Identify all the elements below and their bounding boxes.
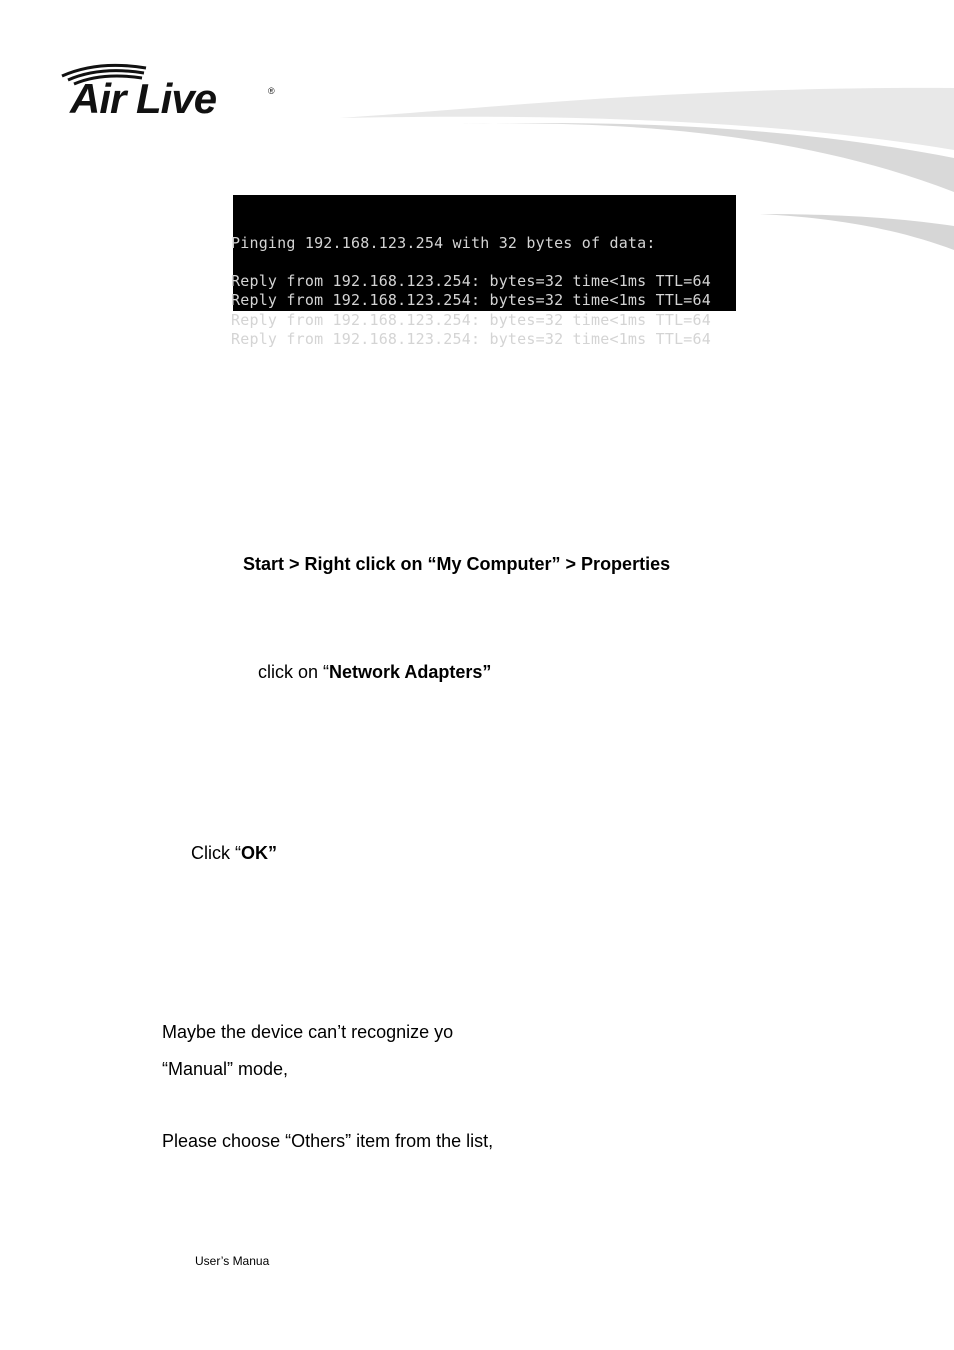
step-ok-bold: OK” [241,843,277,863]
step-adapters-bold: Network Adapters” [329,662,492,682]
paragraph-line: Maybe the device can’t recognize yo [162,1022,454,1042]
step-ok-prefix: Click “ [191,843,241,863]
terminal-line: Reply from 192.168.123.254: bytes=32 time<1ms TTL=64 [231,330,711,349]
footer-label: User’s Manua [195,1254,270,1268]
airlive-logo [56,58,286,128]
step-network-adapters [258,661,491,683]
registered-mark: ® [268,86,275,96]
paragraph-line: “Manual” mode, [162,1059,289,1079]
terminal-line [231,253,736,272]
step-adapters-prefix: click on “ [258,662,330,682]
step-properties: Start > Right click on “My Computer” > Properties [243,554,671,574]
paragraph-line: Please choose “Others” item from the list, [162,1131,494,1151]
terminal-line: Pinging 192.168.123.254 with 32 bytes of data: [231,233,656,252]
logo-wordmark: Air Live [70,75,217,122]
terminal-line: Reply from 192.168.123.254: bytes=32 time<1ms TTL=64 [231,310,711,329]
step-click-ok [191,842,277,864]
terminal-line: Reply from 192.168.123.254: bytes=32 time<1ms TTL=64 [231,272,711,291]
terminal-line: Reply from 192.168.123.254: bytes=32 time<1ms TTL=64 [231,291,711,310]
ping-terminal-output [231,195,736,349]
